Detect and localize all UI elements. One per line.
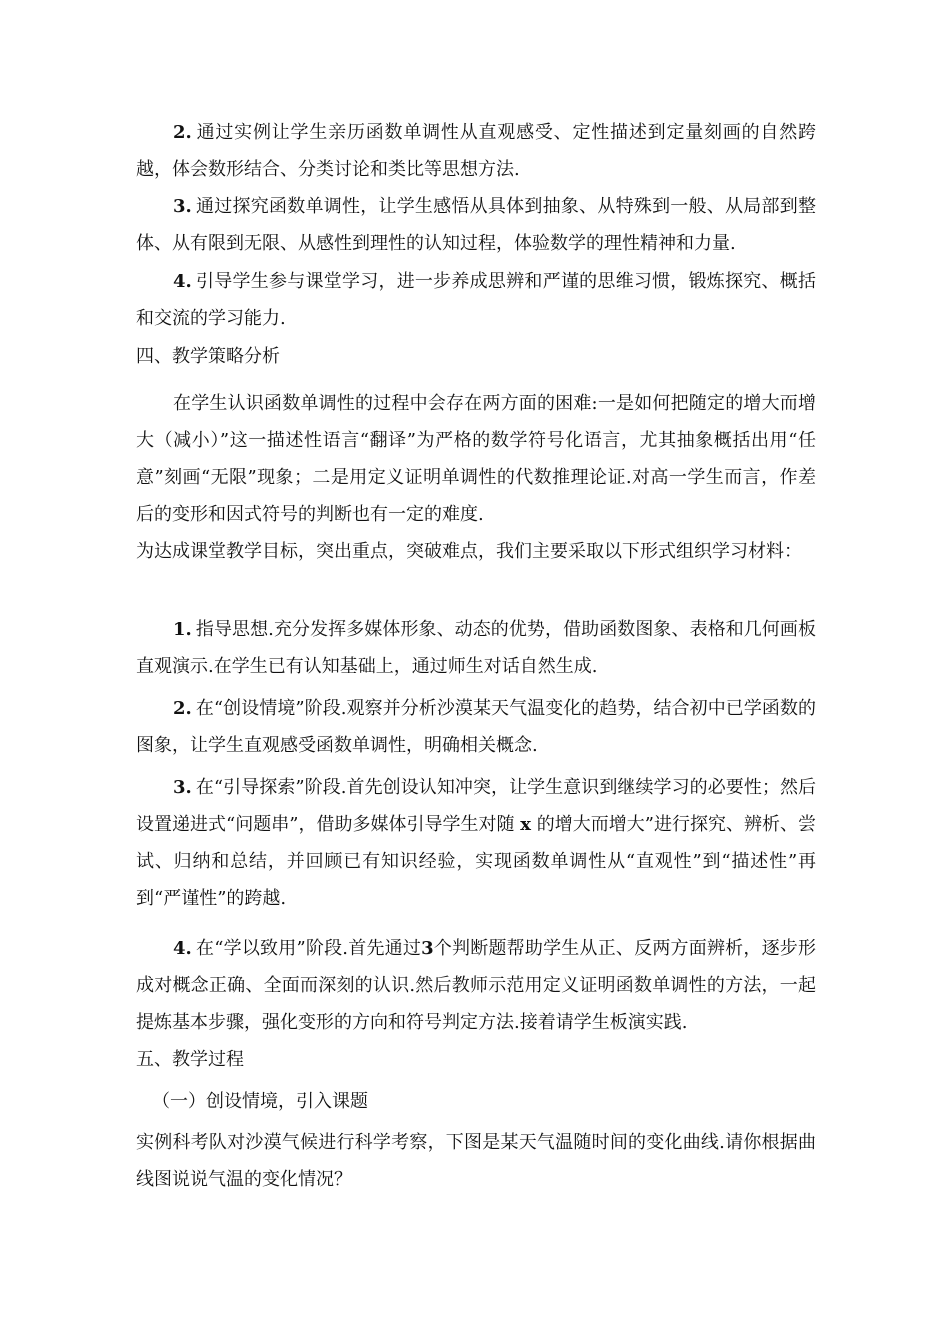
item-number: 4. xyxy=(173,271,192,292)
item-number: 3. xyxy=(173,196,192,217)
item-number: 2. xyxy=(173,122,192,143)
objective-4 xyxy=(136,263,816,337)
item-text: 在“引导探索”阶段.首先创设认知冲突，让学生意识到继续学习的必要性；然后设置递进式“问题串”，借助多媒体引导学生对随 xyxy=(136,777,816,835)
item-number: 1. xyxy=(173,619,192,640)
variable-x: x xyxy=(520,814,531,835)
subsection-heading: （一）创设情境，引入课题 xyxy=(152,1091,368,1112)
section-4-heading: 四、教学策略分析 xyxy=(136,346,280,367)
strategy-item-3 xyxy=(136,769,816,917)
question-count: 3 xyxy=(421,938,434,959)
objective-3 xyxy=(136,188,816,262)
item-text: 引导学生参与课堂学习，进一步养成思辨和严谨的思维习惯，锻炼探究、概括和交流的学习能力. xyxy=(136,271,816,329)
item-text: 在“创设情境”阶段.观察并分析沙漠某天气温变化的趋势，结合初中已学函数的图象，让学生直观感受函数单调性，明确相关概念. xyxy=(136,698,816,756)
strategy-item-2 xyxy=(136,690,816,764)
strategy-item-1 xyxy=(136,611,816,685)
item-text: 的增大而增大”进行探究、辨析、尝试、归纳和总结，并回顾已有知识经验，实现函数单调性从“直观性”到“描述性”再到“严谨性”的跨越. xyxy=(136,814,816,909)
objective-2 xyxy=(136,114,816,188)
strategy-intro: 在学生认识函数单调性的过程中会存在两方面的困难:一是如何把随定的增大而增大（减小）”这一描述性语言“翻译”为严格的数学符号化语言，尤其抽象概括出用“任意”刻画“无限”现象；二是用定义证明单调性的代数推理论证.对高一学生而言，作差后的变形和因式符号的判断也有一定的难度. xyxy=(136,393,816,525)
item-text: 在“学以致用”阶段.首先通过 xyxy=(195,938,422,959)
item-text: 个判断题帮助学生从正、反两方面辨析，逐步形成对概念正确、全面而深刻的认识.然后教师示范用定义证明函数单调性的方法，一起提炼基本步骤，强化变形的方向和符号判定方法.接着请学生板演实践. xyxy=(136,938,817,1033)
strategy-lead: 为达成课堂教学目标，突出重点，突破难点，我们主要采取以下形式组织学习材料： xyxy=(136,541,802,562)
example-text: 实例科考队对沙漠气候进行科学考察，下图是某天气温随时间的变化曲线.请你根据曲线图说说气温的变化情况？ xyxy=(136,1132,816,1190)
item-number: 3. xyxy=(173,777,192,798)
item-text: 指导思想.充分发挥多媒体形象、动态的优势，借助函数图象、表格和几何画板直观演示.在学生已有认知基础上，通过师生对话自然生成. xyxy=(136,619,816,677)
section-5-heading: 五、教学过程 xyxy=(136,1049,244,1070)
item-number: 4. xyxy=(173,938,192,959)
item-text: 通过实例让学生亲历函数单调性从直观感受、定性描述到定量刻画的自然跨越，体会数形结合、分类讨论和类比等思想方法. xyxy=(136,122,816,180)
item-number: 2. xyxy=(173,698,192,719)
item-text: 通过探究函数单调性，让学生感悟从具体到抽象、从特殊到一般、从局部到整体、从有限到无限、从感性到理性的认知过程，体验数学的理性精神和力量. xyxy=(136,196,816,254)
strategy-item-4 xyxy=(136,930,816,1041)
